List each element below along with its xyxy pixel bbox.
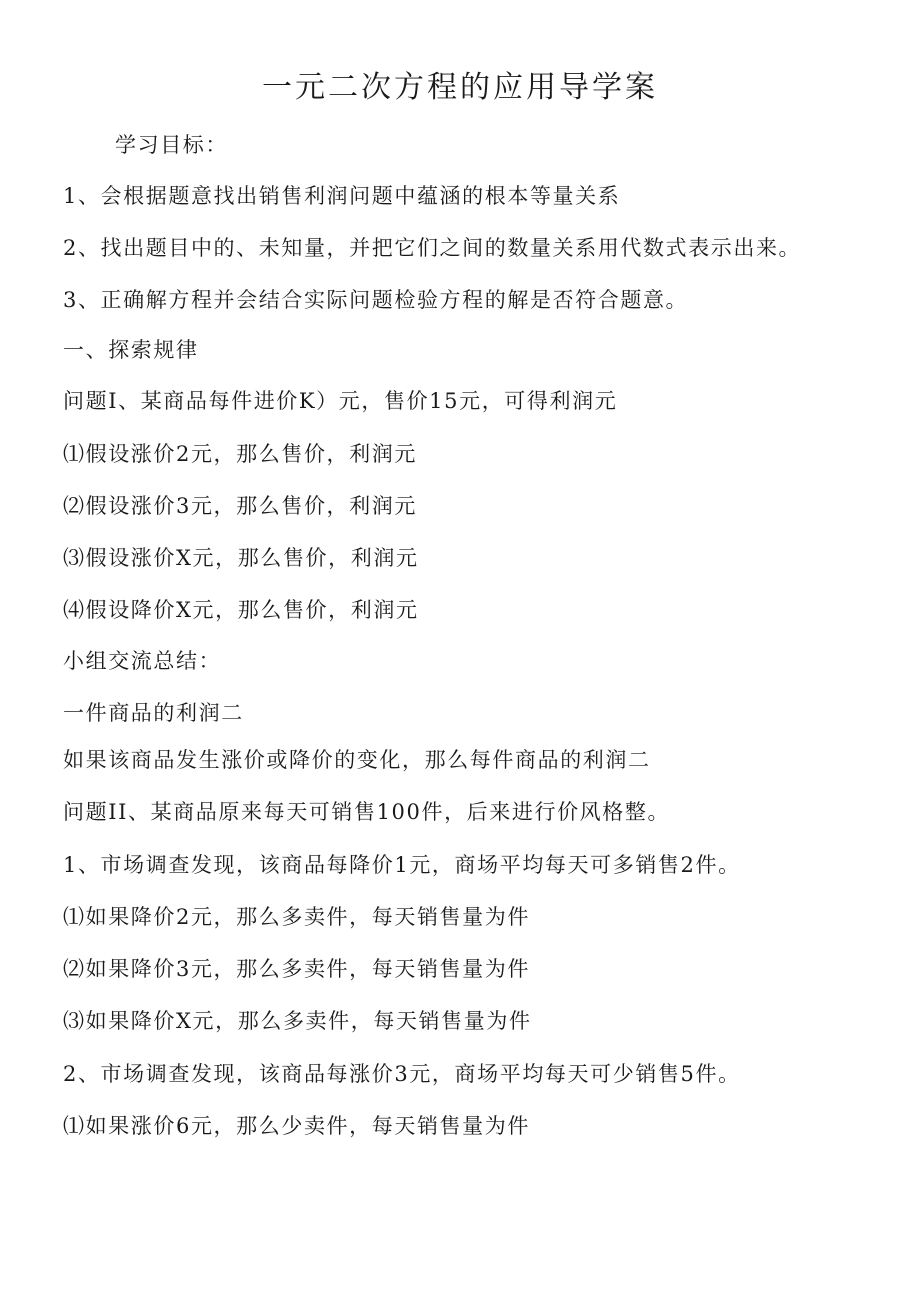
problem-2-part-1: 1、市场调查发现，该商品每降价1元，商场平均每天可多销售2件。: [63, 853, 741, 877]
objective-1: 1、会根据题意找出销售利润问题中蕴涵的根本等量关系: [63, 184, 621, 208]
summary-line-1: 一件商品的利润二: [63, 701, 244, 725]
summary-line-2: 如果该商品发生涨价或降价的变化，那么每件商品的利润二: [63, 748, 651, 772]
problem-2-part-2: 2、市场调查发现，该商品每涨价3元，商场平均每天可少销售5件。: [63, 1062, 741, 1086]
problem-1-item-4: ⑷假设降价X元，那么售价，利润元: [63, 598, 419, 622]
learning-objectives-heading: 学习目标：: [115, 133, 228, 157]
group-summary-heading: 小组交流总结：: [63, 649, 222, 673]
problem-2-part-1-item-2: ⑵如果降价3元，那么多卖件，每天销售量为件: [63, 957, 530, 981]
objective-2: 2、找出题目中的、未知量，并把它们之间的数量关系用代数式表示出来。: [63, 236, 802, 260]
problem-1-item-1: ⑴假设涨价2元，那么售价，利润元: [63, 442, 417, 466]
problem-1-item-2: ⑵假设涨价3元，那么售价，利润元: [63, 494, 417, 518]
problem-2-statement: 问题II、某商品原来每天可销售100件，后来进行价风格整。: [63, 800, 671, 824]
problem-1-item-3: ⑶假设涨价X元，那么售价，利润元: [63, 546, 419, 570]
problem-1-statement: 问题I、某商品每件进价K）元，售价15元，可得利润元: [63, 389, 618, 413]
objective-3: 3、正确解方程并会结合实际问题检验方程的解是否符合题意。: [63, 288, 689, 312]
section-heading-explore: 一、探索规律: [63, 338, 199, 362]
problem-2-part-1-item-3: ⑶如果降价X元，那么多卖件，每天销售量为件: [63, 1009, 532, 1033]
problem-2-part-1-item-1: ⑴如果降价2元，那么多卖件，每天销售量为件: [63, 905, 530, 929]
document-title: 一元二次方程的应用导学案: [262, 70, 658, 105]
problem-2-part-2-item-1: ⑴如果涨价6元，那么少卖件，每天销售量为件: [63, 1114, 530, 1138]
